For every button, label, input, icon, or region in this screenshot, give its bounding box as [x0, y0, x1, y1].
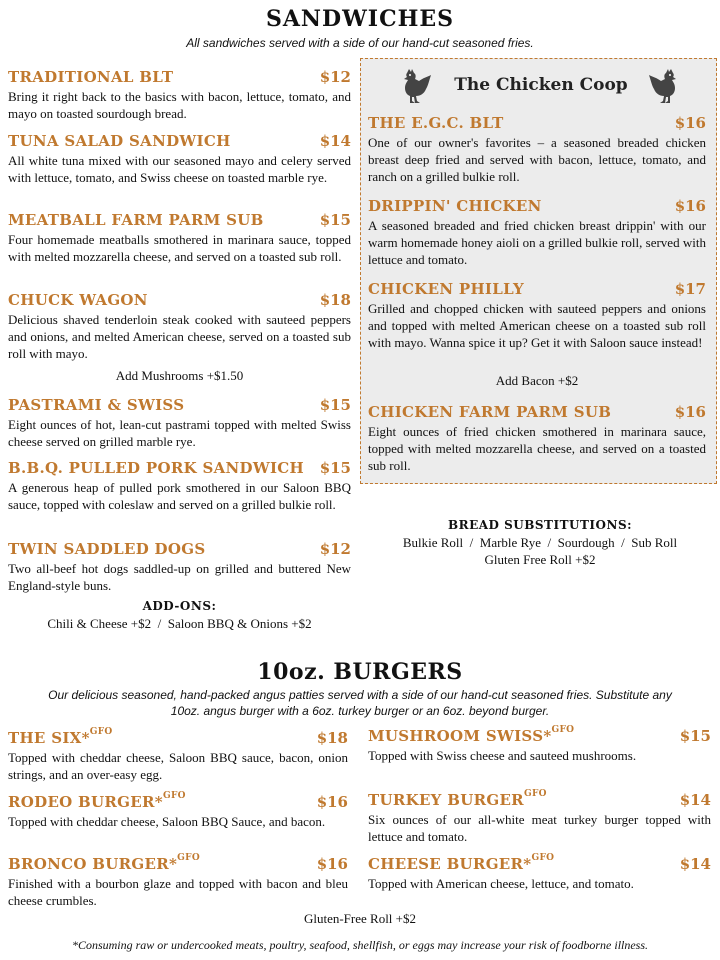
item-description: Eight ounces of fried chicken smothered in marinara sauce, topped with melted mozzarella cheese, and served on a toasted sub roll. [368, 424, 706, 473]
item-name: CHEESE BURGER* [368, 855, 532, 873]
sandwiches-subtitle: All sandwiches served with a side of our hand-cut seasoned fries. [186, 36, 534, 50]
item-price: $18 [319, 291, 351, 309]
item-description: All white tuna mixed with our seasoned mayo and celery served with lettuce, tomato, and Swiss cheese on toasted marble rye. [8, 153, 351, 185]
gfo-tag: GFO [177, 853, 200, 863]
menu-item-meatball-farm-parm-sub [8, 211, 351, 265]
item-name: RODEO BURGER* [8, 793, 163, 811]
item-price: $12 [319, 68, 351, 86]
gfo-tag: GFO [89, 727, 113, 737]
menu-item-cheese-burger [368, 855, 711, 892]
item-description: Finished with a bourbon glaze and topped with bacon and bleu cheese crumbles. [8, 876, 348, 908]
item-name: CHUCK WAGON [8, 291, 148, 309]
menu-item-rodeo-burger [8, 793, 348, 830]
item-description: Bring it right back to the basics with bacon, lettuce, tomato, and mayo on toasted sourdough bread. [8, 89, 351, 121]
gfo-tag: GFO [162, 791, 186, 801]
chicken-icon [647, 67, 681, 105]
menu-item-chuck-wagon [8, 291, 351, 362]
item-price: $15 [319, 459, 351, 477]
item-price: $16 [316, 793, 348, 811]
chicken-icon [399, 67, 433, 105]
bread-options: Bulkie Roll / Marble Rye / Sourdough / Sub Roll [402, 535, 678, 550]
item-name: TURKEY BURGER [368, 791, 524, 809]
menu-item-bronco-burger [8, 855, 348, 909]
sandwiches-title: SANDWICHES [265, 6, 455, 32]
menu-item-bbq-pulled-pork [8, 459, 351, 513]
item-name: BRONCO BURGER* [8, 855, 178, 873]
chuck-wagon-addon: Add Mushrooms +$1.50 [115, 368, 244, 383]
menu-item-egc-blt [368, 114, 706, 185]
item-description: Six ounces of our all-white meat turkey burger topped with lettuce and tomato. [368, 812, 711, 844]
item-price: $16 [674, 403, 706, 421]
addons-title: ADD-ONS: [142, 599, 217, 613]
menu-item-the-six [8, 729, 348, 783]
item-description: Two all-beef hot dogs saddled-up on grilled and buttered New England-style buns. [8, 561, 351, 593]
item-description: Topped with cheddar cheese, Saloon BBQ Sauce, and bacon. [8, 814, 326, 829]
item-name: CHICKEN FARM PARM SUB [368, 403, 612, 421]
addons-text: Chili & Cheese +$2 / Saloon BBQ & Onions +$2 [47, 616, 312, 631]
burgers-gluten-free-note: Gluten-Free Roll +$2 [303, 911, 417, 926]
burgers-subtitle-line2: 10oz. angus burger with a 6oz. turkey burger or an 6oz. beyond burger. [170, 704, 550, 718]
item-name: THE SIX* [8, 729, 90, 747]
menu-item-chicken-philly [368, 280, 706, 351]
item-price: $17 [674, 280, 706, 298]
item-name: TUNA SALAD SANDWICH [8, 132, 231, 150]
bread-substitutions [360, 517, 720, 568]
menu-item-chicken-farm-parm-sub [368, 403, 706, 474]
item-name: PASTRAMI & SWISS [8, 396, 185, 414]
burgers-subtitle-line1: Our delicious seasoned, hand-packed angus patties served with a side of our hand-cut seasoned fries. Substitute any [48, 688, 672, 702]
item-name: TRADITIONAL BLT [8, 68, 174, 86]
item-price: $16 [674, 114, 706, 132]
gfo-tag: GFO [531, 853, 555, 863]
item-description: A seasoned breaded and fried chicken breast drippin' with our warm homemade honey aioli on a grilled bulkie roll, served with lettuce and tomato. [368, 218, 706, 267]
burgers-title: 10oz. BURGERS [257, 659, 463, 685]
chicken-philly-addon: Add Bacon +$2 [495, 373, 579, 388]
menu-item-tuna-salad-sandwich [8, 132, 351, 186]
menu-item-drippin-chicken [368, 197, 706, 268]
bread-title: BREAD SUBSTITUTIONS: [447, 518, 633, 532]
item-description: One of our owner's favorites – a seasoned breaded chicken breast deep fried and served with bacon, lettuce, tomato, and ranch on a grilled bulkie roll. [368, 135, 706, 184]
item-name: MEATBALL FARM PARM SUB [8, 211, 264, 229]
item-name: CHICKEN PHILLY [368, 280, 524, 298]
gfo-tag: GFO [523, 789, 547, 799]
item-name: B.B.Q. PULLED PORK SANDWICH [8, 459, 305, 477]
item-price: $15 [319, 396, 351, 414]
item-price: $14 [319, 132, 351, 150]
gfo-tag: GFO [551, 725, 575, 735]
item-description: Grilled and chopped chicken with sauteed peppers and onions and topped with melted American cheese on a toasted sub roll with mayo. Wanna spice it up? Get it with Saloon sauce instead! [368, 301, 706, 350]
item-description: A generous heap of pulled pork smothered in our Saloon BBQ sauce, topped with coleslaw and served on a grilled bulkie roll. [8, 480, 351, 512]
item-name: MUSHROOM SWISS* [368, 727, 552, 745]
bread-gluten-free: Gluten Free Roll +$2 [484, 552, 596, 567]
item-price: $15 [679, 727, 711, 745]
menu-item-traditional-blt [8, 68, 351, 122]
menu-item-pastrami-swiss [8, 396, 351, 450]
item-description: Eight ounces of hot, lean-cut pastrami topped with melted Swiss cheese served on grilled marble rye. [8, 417, 351, 449]
item-description: Topped with American cheese, lettuce, and tomato. [368, 876, 634, 891]
item-price: $14 [679, 855, 711, 873]
item-price: $18 [316, 729, 348, 747]
item-price: $15 [319, 211, 351, 229]
foodborne-disclaimer: *Consuming raw or undercooked meats, poultry, seafood, shellfish, or eggs may increase your risk of foodborne illness. [71, 938, 649, 952]
menu-item-twin-saddled-dogs [8, 540, 351, 594]
item-price: $16 [316, 855, 348, 873]
item-price: $16 [674, 197, 706, 215]
sandwich-addons [8, 598, 351, 632]
item-description: Delicious shaved tenderloin steak cooked with sauteed peppers and onions, and melted American cheese, served on a toasted sub roll with mayo. [8, 312, 351, 361]
item-name: THE E.G.C. BLT [368, 114, 504, 132]
item-name: TWIN SADDLED DOGS [8, 540, 206, 558]
item-description: Topped with Swiss cheese and sauteed mushrooms. [368, 748, 637, 763]
item-name: DRIPPIN' CHICKEN [368, 197, 542, 215]
coop-title: The Chicken Coop [454, 75, 628, 95]
menu-item-mushroom-swiss [368, 727, 711, 764]
item-price: $14 [679, 791, 711, 809]
item-description: Four homemade meatballs smothered in marinara sauce, topped with melted mozzarella cheese, and served on a toasted sub roll. [8, 232, 351, 264]
item-price: $12 [319, 540, 351, 558]
item-description: Topped with cheddar cheese, Saloon BBQ sauce, bacon, onion strings, and an over-easy egg. [8, 750, 348, 782]
menu-item-turkey-burger [368, 791, 711, 845]
